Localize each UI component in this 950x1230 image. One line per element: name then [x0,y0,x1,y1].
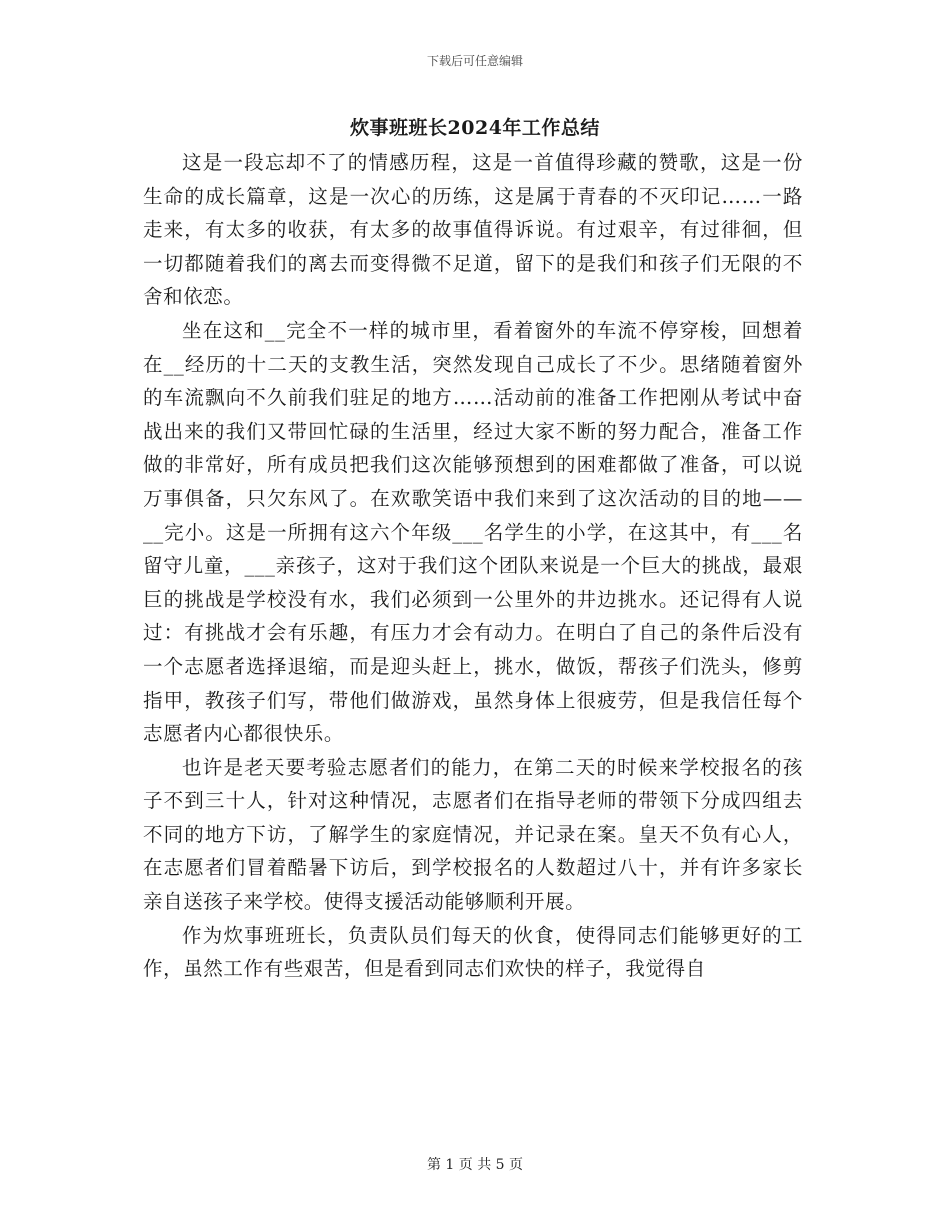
paragraph-2: 坐在这和__完全不一样的城市里，看着窗外的车流不停穿梭，回想着在__经历的十二天的支教生活，突然发现自己成长了不少。思绪随着窗外的车流飘向不久前我们驻足的地方……活动前的准备工作把刚从考试中奋战出来的我们又带回忙碌的生活里，经过大家不断的努力配合，准备工作做的非常好，所有成员把我们这次能够预想到的困难都做了准备，可以说万事俱备，只欠东风了。在欢歌笑语中我们来到了这次活动的目的地——__完小。这是一所拥有这六个年级___名学生的小学，在这其中，有___名留守儿童，___亲孩子，这对于我们这个团队来说是一个巨大的挑战，最艰巨的挑战是学校没有水，我们必须到一公里外的井边挑水。还记得有人说过：有挑战才会有乐趣，有压力才会有动力。在明白了自己的条件后没有一个志愿者选择退缩，而是迎头赶上，挑水，做饭，帮孩子们洗头，修剪指甲，教孩子们写，带他们做游戏，虽然身体上很疲劳，但是我信任每个志愿者内心都很快乐。 [143,318,803,746]
document-body [143,146,803,986]
page-number-footer: 第 1 页 共 5 页 [426,1157,524,1173]
paragraph-4: 作为炊事班班长，负责队员们每天的伙食，使得同志们能够更好的工作，虽然工作有些艰苦，但是看到同志们欢快的样子，我觉得自 [143,923,803,981]
document-title: 炊事班班长2024年工作总结 [350,117,600,139]
paragraph-1: 这是一段忘却不了的情感历程，这是一首值得珍藏的赞歌，这是一份生命的成长篇章，这是一次心的历练，这是属于青春的不灭印记……一路走来，有太多的收获，有太多的故事值得诉说。有过艰辛，有过徘徊，但一切都随着我们的离去而变得微不足道，留下的是我们和孩子们无限的不舍和依恋。 [143,151,803,309]
paragraph-3: 也许是老天要考验志愿者们的能力，在第二天的时候来学校报名的孩子不到三十人，针对这种情况，志愿者们在指导老师的带领下分成四组去不同的地方下访，了解学生的家庭情况，并记录在案。皇天不负有心人，在志愿者们冒着酷暑下访后，到学校报名的人数超过八十，并有许多家长亲自送孩子来学校。使得支援活动能够顺利开展。 [143,755,803,914]
page-header-note: 下载后可任意编辑 [426,54,523,68]
